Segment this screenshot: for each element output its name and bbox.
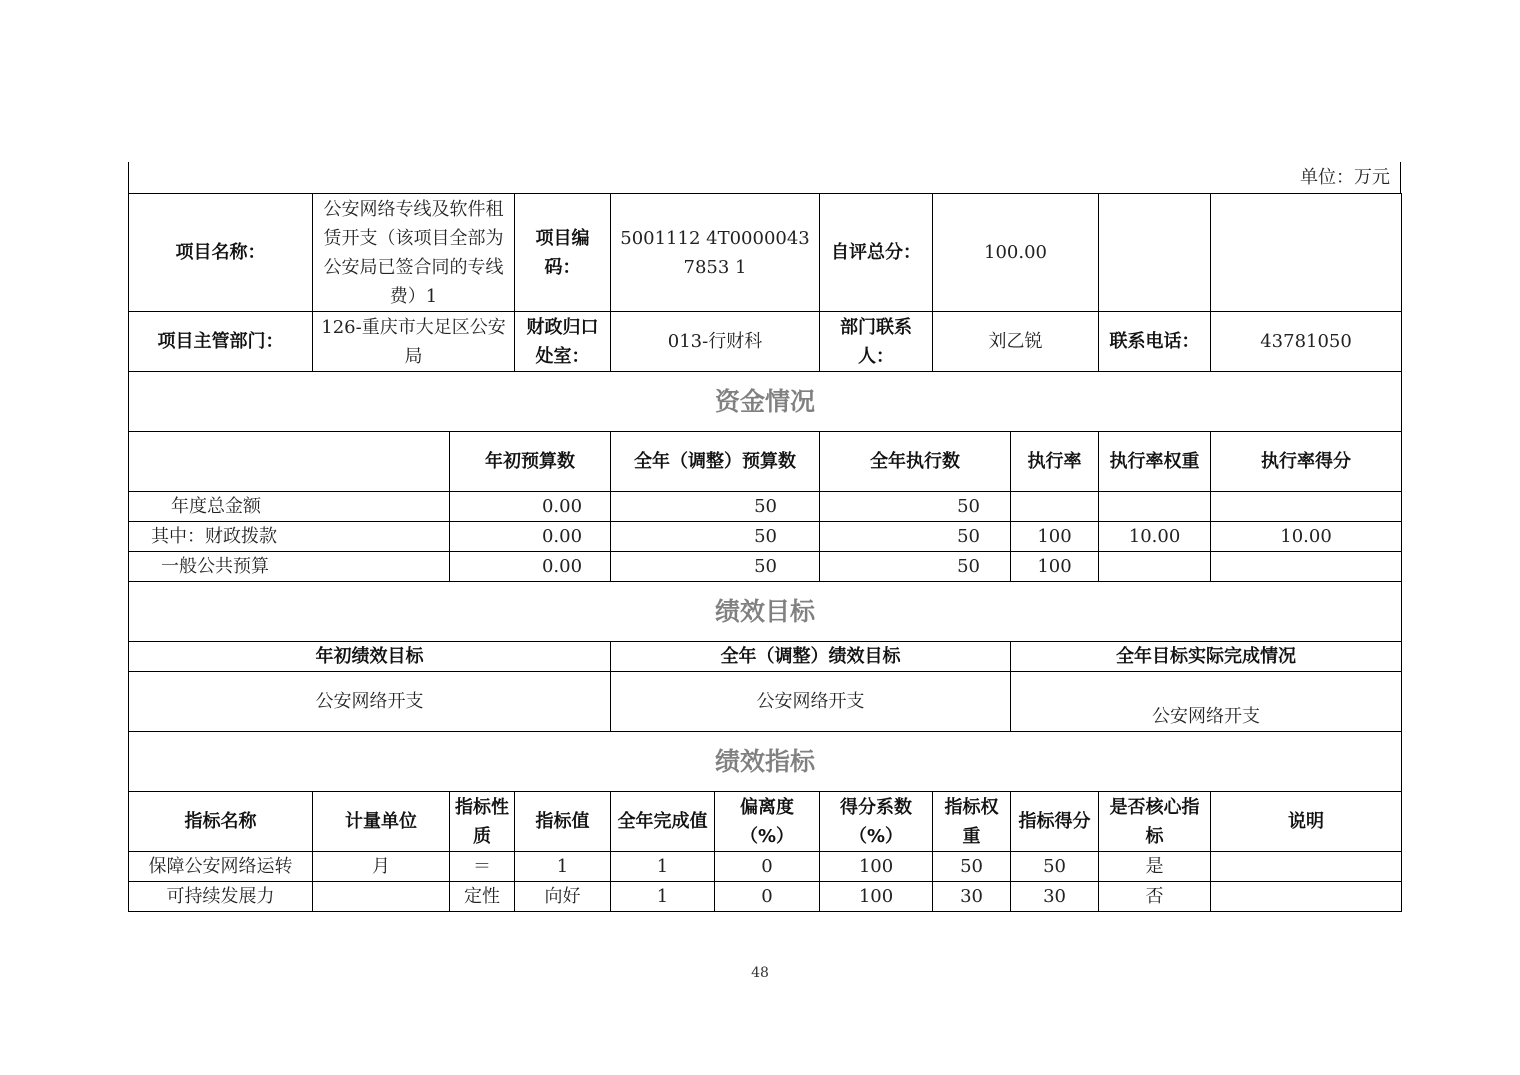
actual-goal-value: 公安网络开支 (1011, 672, 1402, 732)
cell-weight: 10.00 (1099, 522, 1211, 552)
project-row (129, 194, 1402, 312)
adjusted-goal-value: 公安网络开支 (611, 672, 1011, 732)
cell-value: 向好 (515, 882, 611, 912)
cell-score (1211, 492, 1402, 522)
table-row (129, 882, 1402, 912)
initial-goal-value: 公安网络开支 (129, 672, 611, 732)
col-score: 指标得分 (1011, 792, 1099, 852)
cell-score: 30 (1011, 882, 1099, 912)
col-adjusted-budget: 全年（调整）预算数 (611, 432, 820, 492)
cell-deviation: 0 (715, 852, 820, 882)
table-row (129, 492, 1402, 522)
performance-evaluation-form (128, 162, 1401, 912)
contact-label: 部门联系人： (820, 312, 933, 372)
row-label: 年度总金额 (129, 492, 450, 522)
phone-label: 联系电话： (1099, 312, 1211, 372)
col-coefficient: 得分系数（%） (820, 792, 933, 852)
cell-adjusted: 50 (611, 492, 820, 522)
cell-score: 10.00 (1211, 522, 1402, 552)
score-label: 自评总分： (820, 194, 933, 312)
page-number: 48 (751, 965, 769, 981)
row-label: 其中：财政拨款 (129, 522, 450, 552)
row-label: 一般公共预算 (129, 552, 450, 582)
col-initial-goal: 年初绩效目标 (129, 642, 611, 672)
col-actual-goal: 全年目标实际完成情况 (1011, 642, 1402, 672)
indicators-section-title: 绩效指标 (129, 732, 1402, 792)
col-nature: 指标性质 (450, 792, 515, 852)
cell-deviation: 0 (715, 882, 820, 912)
cell-core: 否 (1099, 882, 1211, 912)
dept-label: 项目主管部门： (129, 312, 313, 372)
goals-header-row (129, 642, 1402, 672)
col-value: 指标值 (515, 792, 611, 852)
col-initial-budget: 年初预算数 (450, 432, 611, 492)
cell-executed: 50 (820, 522, 1011, 552)
cell-adjusted: 50 (611, 552, 820, 582)
project-code-label: 项目编码： (515, 194, 611, 312)
cell-weight (1099, 552, 1211, 582)
project-name-value: 公安网络专线及软件租赁开支（该项目全部为公安局已签合同的专线费）1 (313, 194, 515, 312)
cell-weight (1099, 492, 1211, 522)
office-label: 财政归口处室： (515, 312, 611, 372)
cell-initial: 0.00 (450, 492, 611, 522)
cell-coefficient: 100 (820, 882, 933, 912)
funds-header-row (129, 432, 1402, 492)
cell-value: 1 (515, 852, 611, 882)
table-row (129, 852, 1402, 882)
cell-nature: ＝ (450, 852, 515, 882)
dept-value: 126-重庆市大足区公安局 (313, 312, 515, 372)
cell-actual: 1 (611, 882, 715, 912)
col-deviation: 偏离度（%） (715, 792, 820, 852)
empty-cell (1211, 194, 1402, 312)
col-weight: 指标权重 (933, 792, 1011, 852)
cell-rate: 100 (1011, 522, 1099, 552)
cell-weight: 30 (933, 882, 1011, 912)
col-unit: 计量单位 (313, 792, 450, 852)
cell-score (1211, 552, 1402, 582)
score-value: 100.00 (933, 194, 1099, 312)
cell-rate: 100 (1011, 552, 1099, 582)
project-code-value: 5001112 4T00000437853 1 (611, 194, 820, 312)
col-exec-rate: 执行率 (1011, 432, 1099, 492)
office-value: 013-行财科 (611, 312, 820, 372)
table-row (129, 552, 1402, 582)
cell-executed: 50 (820, 552, 1011, 582)
cell-weight: 50 (933, 852, 1011, 882)
empty-cell (129, 432, 450, 492)
cell-note (1211, 852, 1402, 882)
cell-name: 可持续发展力 (129, 882, 313, 912)
empty-cell (1099, 194, 1211, 312)
col-core: 是否核心指标 (1099, 792, 1211, 852)
cell-unit (313, 882, 450, 912)
cell-adjusted: 50 (611, 522, 820, 552)
cell-nature: 定性 (450, 882, 515, 912)
cell-unit: 月 (313, 852, 450, 882)
goals-value-row (129, 672, 1402, 732)
funds-section-title: 资金情况 (129, 372, 1402, 432)
cell-rate (1011, 492, 1099, 522)
cell-name: 保障公安网络运转 (129, 852, 313, 882)
col-actual: 全年完成值 (611, 792, 715, 852)
evaluation-table (128, 193, 1402, 912)
col-exec-weight: 执行率权重 (1099, 432, 1211, 492)
contact-value: 刘乙锐 (933, 312, 1099, 372)
col-executed: 全年执行数 (820, 432, 1011, 492)
indicators-header-row (129, 792, 1402, 852)
project-name-label: 项目名称： (129, 194, 313, 312)
department-row (129, 312, 1402, 372)
col-indicator-name: 指标名称 (129, 792, 313, 852)
cell-note (1211, 882, 1402, 912)
goals-section-title: 绩效目标 (129, 582, 1402, 642)
cell-initial: 0.00 (450, 522, 611, 552)
col-note: 说明 (1211, 792, 1402, 852)
cell-actual: 1 (611, 852, 715, 882)
cell-executed: 50 (820, 492, 1011, 522)
cell-core: 是 (1099, 852, 1211, 882)
phone-value: 43781050 (1211, 312, 1402, 372)
table-row (129, 522, 1402, 552)
cell-score: 50 (1011, 852, 1099, 882)
unit-label: 单位：万元 (128, 162, 1401, 193)
cell-initial: 0.00 (450, 552, 611, 582)
col-exec-score: 执行率得分 (1211, 432, 1402, 492)
col-adjusted-goal: 全年（调整）绩效目标 (611, 642, 1011, 672)
cell-coefficient: 100 (820, 852, 933, 882)
